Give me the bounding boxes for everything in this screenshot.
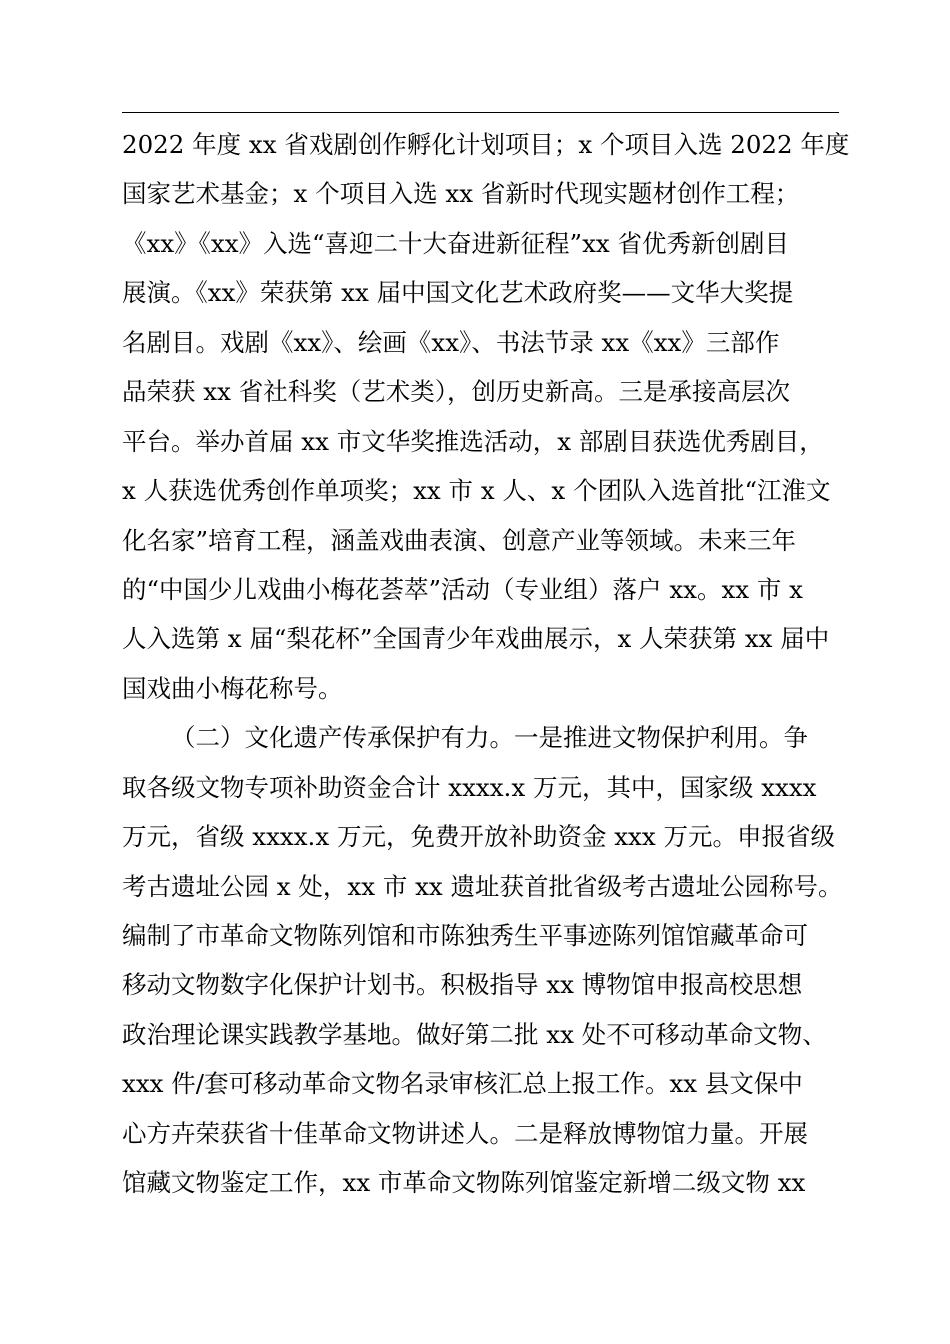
text-line: 展演。《xx》荣获第 xx 届中国文化艺术政府奖——文华大奖提 [122, 278, 794, 308]
text-line: 万元，省级 xxxx.x 万元，免费开放补助资金 xxx 万元。申报省级 [122, 822, 835, 852]
header-rule [122, 112, 839, 113]
text-line: 平台。举办首届 xx 市文华奖推选活动，x 部剧目获选优秀剧目， [122, 426, 824, 456]
text-line: 品荣获 xx 省社科奖（艺术类），创历史新高。三是承接高层次 [122, 377, 790, 407]
text-line: 《xx》《xx》入选“喜迎二十大奋进新征程”xx 省优秀新创剧目 [122, 228, 789, 258]
text-line: 编制了市革命文物陈列馆和市陈独秀生平事迹陈列馆馆藏革命可 [122, 921, 808, 950]
text-line: 馆藏文物鉴定工作，xx 市革命文物陈列馆鉴定新增二级文物 xx [122, 1168, 806, 1198]
text-line: xxx 件/套可移动革命文物名录审核汇总上报工作。xx 县文保中 [122, 1069, 803, 1099]
text-line: 政治理论课实践教学基地。做好第二批 xx 处不可移动革命文物、 [122, 1019, 827, 1049]
text-line: 名剧目。戏剧《xx》、绘画《xx》、书法节录 xx《xx》三部作 [122, 327, 780, 357]
text-line: 取各级文物专项补助资金合计 xxxx.x 万元，其中，国家级 xxxx [122, 772, 817, 802]
section-heading-line: （二）文化遗产传承保护有力。一是推进文物保护利用。争 [171, 723, 808, 753]
text-line: 国家艺术基金；x 个项目入选 xx 省新时代现实题材创作工程； [122, 179, 800, 209]
text-line: 化名家”培育工程，涵盖戏曲表演、创意产业等领域。未来三年 [122, 525, 797, 555]
text-line: 2022 年度 xx 省戏剧创作孵化计划项目；x 个项目入选 2022 年度 [122, 130, 850, 159]
text-line: x 人获选优秀创作单项奖；xx 市 x 人、x 个团队入选首批“江淮文 [122, 476, 831, 506]
text-line: 移动文物数字化保护计划书。积极指导 xx 博物馆申报高校思想 [122, 970, 803, 1000]
text-line: 的“中国少儿戏曲小梅花荟萃”活动（专业组）落户 xx。xx 市 x [122, 574, 803, 604]
text-line: 国戏曲小梅花称号。 [122, 673, 343, 703]
text-line: 考古遗址公园 x 处，xx 市 xx 遗址获首批省级考古遗址公园称号。 [122, 871, 843, 901]
text-line: 心方卉荣获省十佳革命文物讲述人。二是释放博物馆力量。开展 [122, 1118, 808, 1148]
document-body [122, 120, 850, 1208]
text-line: 人入选第 x 届“梨花杯”全国青少年戏曲展示，x 人荣获第 xx 届中 [122, 624, 830, 654]
